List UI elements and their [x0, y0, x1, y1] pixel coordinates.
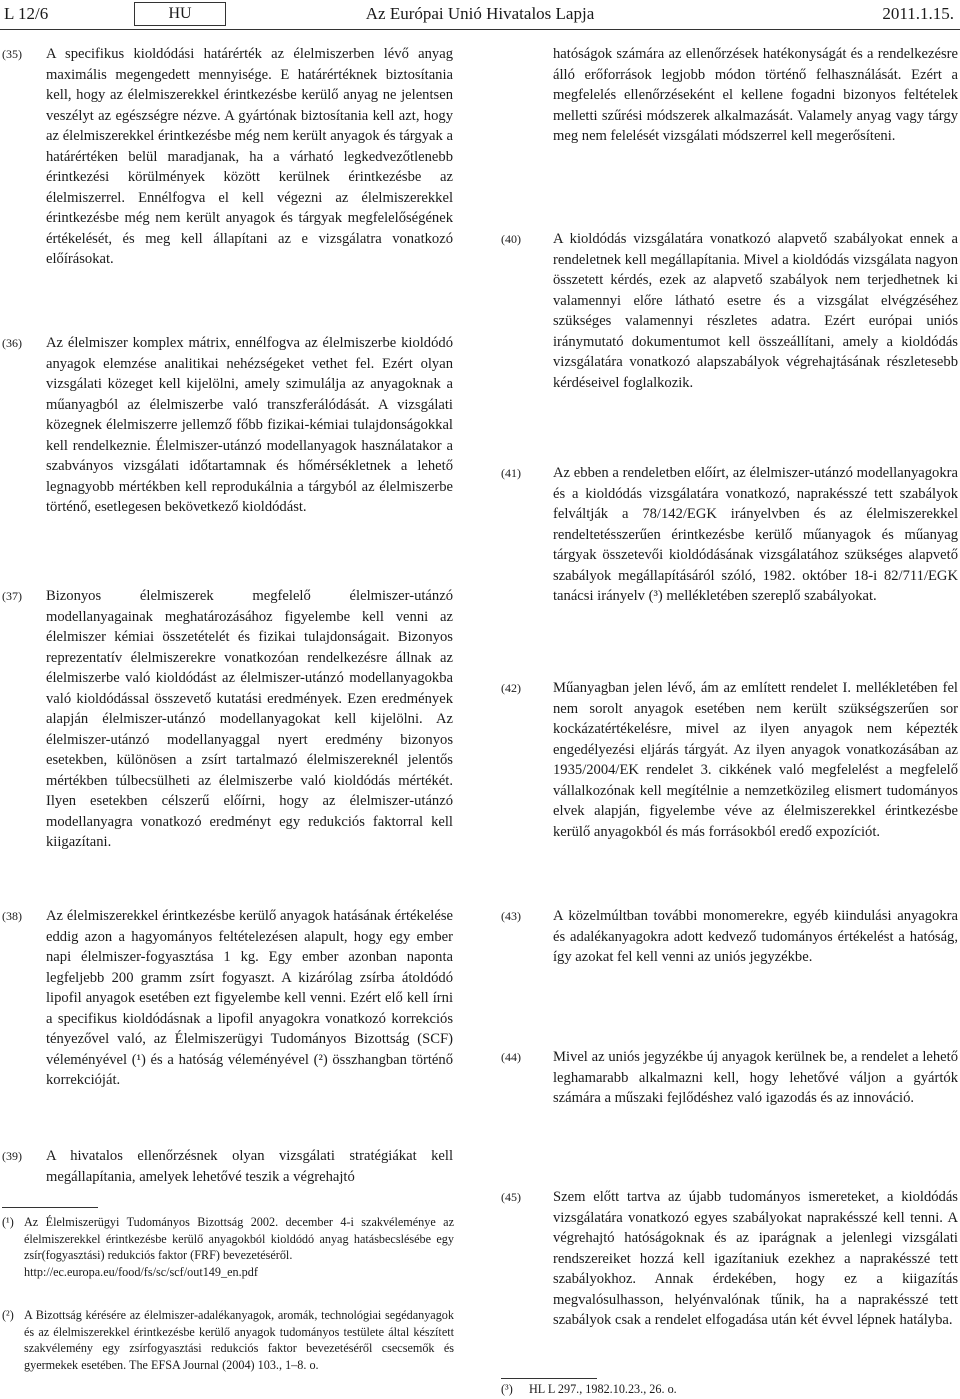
recital-text: Műanyagban jelen lévő, ám az említett rendelet I. mellékletében fel nem sorolt anyagok esetében nem került szükségszerűen sor kockázatértékelésre, mivel az ilyen anyagok nem képezték engedélyezési eljárás tárgyát. Az ilyen anyagok vonatkozásában az 1935/2004/EK rendelet 3. cikkének való megfelelést a megfelelő vállalkozónak kell megítélnie a nemzetközileg elismert tudományos elvek alapján, figyelembe véve az élelmiszerekkel érintkezésbe kerülő anyagokból és más forrásokból eredő expozíciót. [553, 680, 958, 840]
publication-date: 2011.1.15. [882, 4, 954, 23]
footnote-text: HL L 297., 1982.10.23., 26. o. [529, 1382, 677, 1396]
recital-35 [2, 44, 453, 270]
recital-37 [2, 586, 453, 853]
recital-number: (39) [2, 1149, 22, 1163]
footnote-separator [2, 1207, 98, 1208]
footnote-2 [2, 1307, 454, 1373]
recital-41 [501, 463, 958, 607]
footnote-number: (¹) [2, 1215, 14, 1229]
recital-39-continued [501, 44, 958, 147]
recital-45 [501, 1187, 958, 1331]
recital-text: hatóságok számára az ellenőrzések hatékonyságát és a rendelkezésre álló erőforrások legjobb módon történő felhasználását. Ezért a megfelelés ellenőrzéseként el kellene fogadni bizonyos feltételek melletti szűrési módszerek alkalmazását. Valamely anyag vagy tárgy meg nem felelését vizsgálati módszerrel kell megerősíteni. [553, 46, 958, 144]
recital-number: (45) [501, 1190, 521, 1204]
footnote-number: (³) [501, 1382, 513, 1396]
footnote-3 [501, 1381, 951, 1398]
language-badge: HU [134, 2, 226, 26]
footnote-url: http://ec.europa.eu/food/fs/sc/scf/out149_en.pdf [24, 1264, 258, 1279]
recital-text: Mivel az uniós jegyzékbe új anyagok kerülnek be, a rendelet a lehető leghamarabb alkalmazni kell, hogy lehetővé váljon a gyártók számára a műszaki fejlődéshez való igazodás és az innováció. [553, 1049, 958, 1106]
recital-text: A specifikus kioldódási határérték az élelmiszerben lévő anyag maximális megengedett mennyisége. E határértéknek biztosítania kell, hogy az élelmiszerekkel érintkezésbe kerülő anyag ne jelentsen veszélyt az egészségre nézve. A gyártónak biztosítania kell azt, hogy az élelmiszerekkel érintkezésbe még nem került anyagok és tárgyak a határértéken belül maradjanak, ha a várható legkedvezőtlenebb érintkezési körülmények között kerülnek érintkezésbe az élelmiszerrel. Ennélfogva el kell végezni az élelmiszerekkel érintkezésbe még nem került anyagok és tárgyak megfelelőségének értékelését, és meg kell állapítani az e vizsgálatra vonatkozó előírásokat. [46, 46, 453, 267]
recital-number: (35) [2, 47, 22, 61]
footnote-number: (²) [2, 1308, 14, 1322]
recital-number: (43) [501, 909, 521, 923]
recital-36 [2, 333, 453, 518]
recital-text: Az élelmiszer komplex mátrix, ennélfogva az élelmiszerbe kioldódó anyagok elemzése analitikai nehézségeket vethet fel. Ezért olyan vizsgálati közeget kell kijelölni, amely szimulálja az anyagoknak a műanyagból az élelmiszerbe való transzferálódását. A vizsgálati közegnek élelmiszerre jellemző főbb fizikai-kémiai tulajdonságokkal kell rendelkeznie. Élelmiszer-utánzó modellanyagok használatakor a szabványos vizsgálati időtartamnak és hőmérsékletnek a lehető legnagyobb mértékben kell reprodukálnia a tárgyból az élelmiszerbe történő, esetlegesen bekövetkező kioldódást. [46, 335, 453, 515]
recital-number: (37) [2, 589, 22, 603]
recital-text: A közelmúltban további monomerekre, egyéb kiindulási anyagokra és adalékanyagokra adott kedvező tudományos értékelést a hatóság, így azokat fel kell venni az uniós jegyzékbe. [553, 908, 958, 965]
recital-number: (38) [2, 909, 22, 923]
header-divider [0, 29, 960, 30]
recital-text: Az ebben a rendeletben előírt, az élelmiszer-utánzó modellanyagokra és a kioldódás vizsgálatára vonatkozó, naprakésszé tett szabályok felváltják a 78/142/EGK irányelvben és az élelmiszerekkel rendeltetésszerűen érintkezésbe kerülő műanyagok és műanyag tárgyak összetevői kioldódásának vizsgálatához szükséges alapvető szabályok megállapításáról szóló, 1982. október 18-i 82/711/EGK tanácsi irányelv (³) mellékletében szereplő szabályokat. [553, 465, 958, 604]
recital-text: A hivatalos ellenőrzésnek olyan vizsgálati stratégiákat kell megállapítania, amelyek lehetővé teszik a végrehajtó [46, 1148, 453, 1185]
recital-39 [2, 1146, 453, 1187]
recital-number: (44) [501, 1050, 521, 1064]
footnote-text: Az Élelmiszerügyi Tudományos Bizottság 2002. december 4-i szakvéleménye az élelmiszerekkel érintkezésbe kerülő anyagokból kioldódó anyag hatásbecslésébe egy zsír(fogyasztási) redukciós faktor (FRF) bevezetéséről. [24, 1215, 454, 1263]
recital-number: (42) [501, 681, 521, 695]
page-header [0, 0, 960, 30]
footnote-separator [501, 1378, 597, 1379]
recital-text: Bizonyos élelmiszerek megfelelő élelmiszer-utánzó modellanyagainak meghatározásához figyelembe kell venni az élelmiszer kémiai összetételét és fizikai tulajdonságait. Bizonyos reprezentatív élelmiszerekre vonatkozóan rendelkezésre állnak az élelmiszerbe való kioldódást az élelmiszer-utánzó modellanyagokba való kioldódással összevető kutatási eredmények. Ezen eredmények alapján élelmiszer-utánzó modellanyagokat kell kijelölni. Az élelmiszer-utánzó modellanyaggal nyert eredmény bizonyos esetekben, különösen a zsírt tartalmazó élelmiszereknél jelentős mértékben túlbecsülheti az élelmiszerbe való kioldódás mértékét. Ilyen esetekben célszerű előírni, hogy az élelmiszer-utánzó modellanyagra vonatkozó eredményt egy redukciós faktorral kell kiigazítani. [46, 588, 453, 850]
recital-40 [501, 229, 958, 393]
recital-number: (40) [501, 232, 521, 246]
recital-44 [501, 1047, 958, 1109]
recital-43 [501, 906, 958, 968]
recital-text: Szem előtt tartva az újabb tudományos ismereteket, a kioldódás vizsgálatára vonatkozó egyes szabályokat naprakésszé kell tenni. A végrehajtó hatóságoknak és az iparágnak a jelenlegi vizsgálati rendszereiket hozzá kell igazítaniuk ezekhez a naprakésszé tett szabályokhoz. Annak érdekében, hogy ez a kiigazítás megvalósulhasson, helyénvalónak tűnik, ha a naprakésszé tett szabályok csak a rendelet elfogadása után két évvel lépnek hatályba. [553, 1189, 958, 1328]
recital-text: A kioldódás vizsgálatára vonatkozó alapvető szabályokat ennek a rendeletnek kell megállapítania. Mivel a kioldódás vizsgálata nagyon összetett kérdés, ezek az alapvető szabályok nem terjedhetnek ki valamennyi előre látható esetre és a vizsgálat elvégzéséhez szükséges valamennyi részletes adatra. Ezért európai uniós iránymutató dokumentumot kell összeállítani, amely a kioldódás vizsgálatára vonatkozó alapszabályok végrehajtásának részletesebb kérdéseivel foglalkozik. [553, 231, 958, 391]
recital-number: (41) [501, 466, 521, 480]
recital-number: (36) [2, 336, 22, 350]
footnote-text: A Bizottság kérésére az élelmiszer-adalékanyagok, aromák, technológiai segédanyagok és az élelmiszerekkel érintkezésbe kerülő anyagok tudományos testülete által készített szakvélemény egy zsírfogyasztási redukciós faktor bevezetéséről csecsemők és gyermekek esetében. The EFSA Journal (2004) 103., 1–8. o. [24, 1308, 454, 1372]
page-number: L 12/6 [4, 4, 49, 23]
journal-title: Az Európai Unió Hivatalos Lapja [365, 4, 595, 23]
recital-38 [2, 906, 453, 1091]
recital-42 [501, 678, 958, 842]
recital-text: Az élelmiszerekkel érintkezésbe kerülő anyagok hatásának értékelése eddig azon a hagyományos feltételezésen alapult, hogy egy ember napi élelmiszer-fogyasztása 1 kg. Egy ember azonban naponta legfeljebb 200 gramm zsírt fogyaszt. A kizárólag zsírba átoldódó lipofil anyagok esetében ezt figyelembe kell venni. Ezért elő kell írni a specifikus kioldódásnak a lipofil anyagokra vonatkozó korrekciós tényezővel való, az Élelmiszerügyi Tudományos Bizottság (SCF) véleményével (¹) és a hatóság véleményével (²) összhangban történő korrekcióját. [46, 908, 453, 1088]
footnote-1 [2, 1214, 454, 1280]
